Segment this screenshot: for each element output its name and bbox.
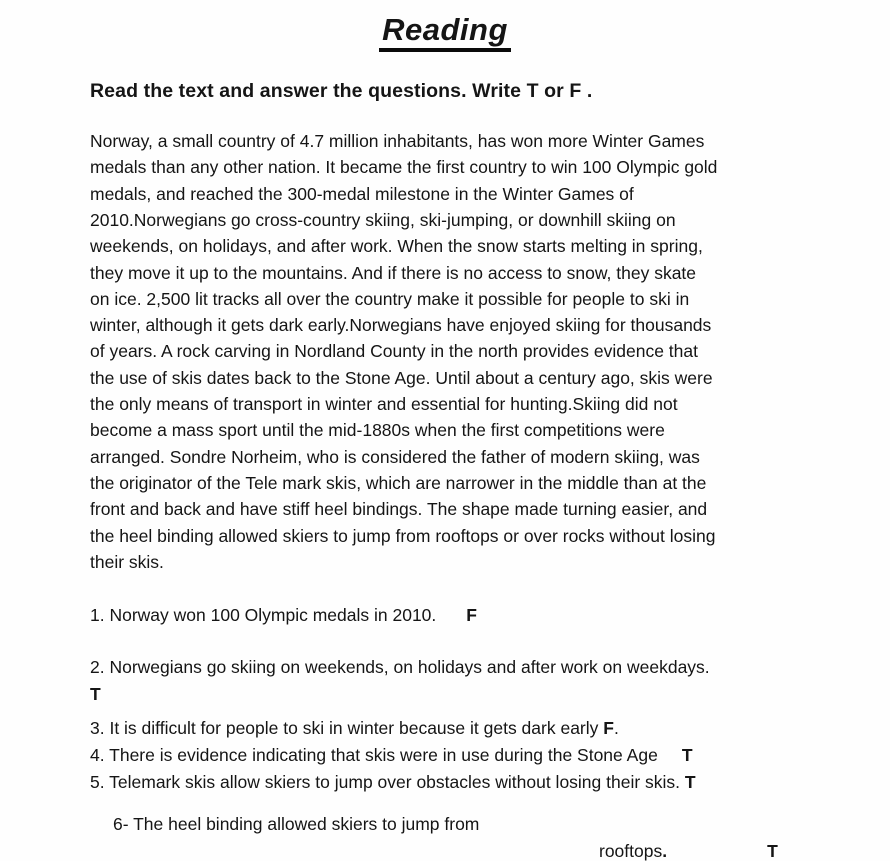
passage-line: their skis. [90,551,164,572]
question-6 [90,811,802,861]
question-5 [90,769,802,796]
passage-line: the use of skis dates back to the Stone Age. Until about a century ago, skis were [90,367,713,388]
passage-line: medals, and reached the 300-medal milestone in the Winter Games of [90,183,634,204]
passage-line: front and back and have stiff heel bindings. The shape made turning easier, and [90,499,708,520]
passage-line: weekends, on holidays, and after work. When the snow starts melting in spring, [90,236,703,257]
title-wrap [0,0,890,52]
question-3 [90,715,802,742]
question-3-answer: F [603,718,614,739]
passage-line: they move it up to the mountains. And if there is no access to snow, they skate [90,262,697,283]
question-4-text: 4. There is evidence indicating that skis were in use during the Stone Age [90,745,658,766]
passage-line: 2010.Norwegians go cross-country skiing, ski-jumping, or downhill skiing on [90,209,676,230]
passage-line: of years. A rock carving in Nordland County in the north provides evidence that [90,341,698,362]
question-2-answer: T [90,684,101,705]
page-title: Reading [379,13,511,52]
instruction-text: Read the text and answer the questions. Write T or F . [90,80,593,103]
passage-line: on ice. 2,500 lit tracks all over the country make it possible for people to ski in [90,288,690,309]
passage-line: Norway, a small country of 4.7 million inhabitants, has won more Winter Games [90,131,705,152]
question-6-word: rooftops [599,841,663,861]
question-5-answer: T [684,772,696,793]
passage-line: the originator of the Tele mark skis, which are narrower in the middle than at the [90,472,707,493]
question-1-text: 1. Norway won 100 Olympic medals in 2010. [90,605,437,626]
question-6-text: 6- The heel binding allowed skiers to jump from [113,814,480,835]
questions-section [90,602,802,861]
question-3-text: 3. It is difficult for people to ski in winter because it gets dark early [90,718,599,739]
passage-line: the only means of transport in winter and essential for hunting.Skiing did not [90,394,678,415]
question-2-text: 2. Norwegians go skiing on weekends, on holidays and after work on weekdays. [90,657,710,678]
passage-line: medals than any other nation. It became the first country to win 100 Olympic gold [90,157,718,178]
question-1-answer: F [466,605,477,626]
question-5-text: 5. Telemark skis allow skiers to jump over obstacles without losing their skis. [90,772,681,793]
reading-passage [90,128,802,575]
passage-line: become a mass sport until the mid-1880s when the first competitions were [90,420,665,441]
question-6-period: . [662,841,668,861]
question-4 [90,742,802,769]
passage-line: winter, although it gets dark early.Norwegians have enjoyed skiing for thousands [90,315,712,336]
passage-line: the heel binding allowed skiers to jump from rooftops or over rocks without losing [90,525,716,546]
question-2 [90,654,802,708]
passage-line: arranged. Sondre Norheim, who is considered the father of modern skiing, was [90,446,700,467]
question-3-period: . [613,718,619,739]
question-1 [90,602,802,629]
question-6-continuation [90,838,802,861]
question-6-answer: T [767,841,778,861]
question-4-answer: T [681,745,693,766]
